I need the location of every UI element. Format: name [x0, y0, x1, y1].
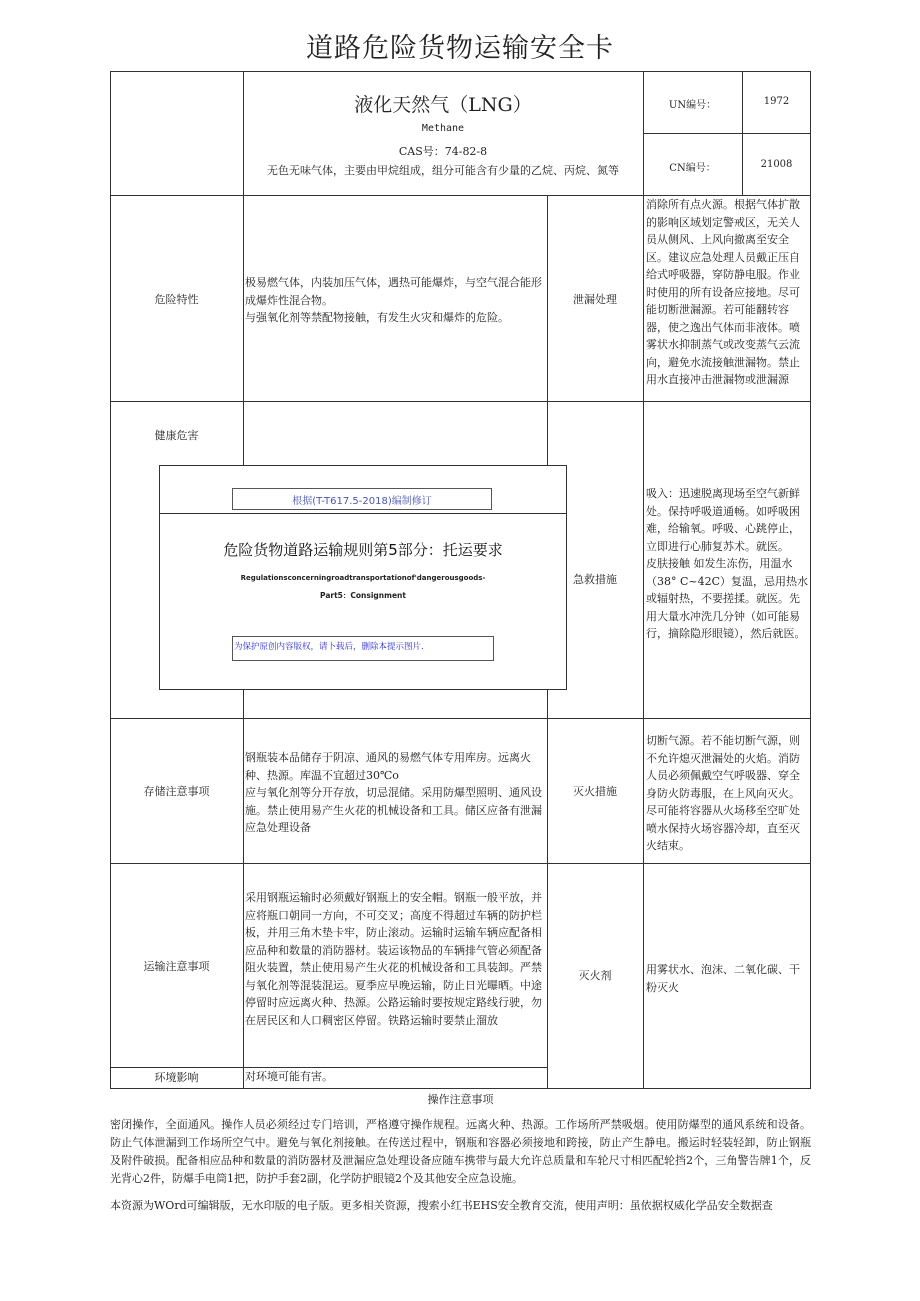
cn-value: 21008: [760, 159, 793, 170]
un-value: 1972: [763, 96, 790, 107]
operation-text: 密闭操作，全面通风。操作人员必须经过专门培训，严格遵守操作规程。远离火种、热源。工作场所严禁吸烟。使用防爆型的通风系统和设备。防止气体泄漏到工作场所空气中。避免与氧化剂接触。在传送过程中，钢瓶和容器必须接地和跨接，防止产生静电。搬运时轻装轻卸，防止钢瓶及附件破损。配备相应品种和数量的消防器材及泄漏应急处理设备应随车携带与最大允许总质量和车轮尺寸相匹配轮挡2个，三角警告牌1个，反光背心2件，防爆手电筒1把，防护手套2副，化学防护眼镜2个及其他安全应急设施。: [110, 1118, 811, 1185]
un-label: UN编号：: [668, 100, 717, 111]
firstaid-label: 急救措施: [573, 573, 617, 586]
source-standard-text: 根据(T-T617.5-2018)编制修订: [292, 496, 432, 507]
delete-notice-text: 为保护原创内容版权，请卜载后，删除本提示图片.: [234, 642, 424, 652]
fire-text: 切断气源。若不能切断气源，则不允许熄灭泄漏处的火焰。消防人员必须佩戴空气呼吸器、穿全身防火防毒服，在上风向灭火。尽可能将容器从火场移至空旷处喷水保持火场容器冷却，直至灭火结束。: [646, 734, 800, 852]
cn-label: CN编号：: [669, 163, 716, 174]
firstaid-text: 吸入：迅速脱离现场至空气新鲜处。保持呼吸道通畅。如呼吸困难，给输氧。呼吸、心跳停止，立即进行心肺复苏术。就医。 皮肤接触 如发生冻伤，用温水（38° C~42C）复温，忌用热水或辐射热，不要搓揉。就医。先用大量水冲洗几分钟（如可能易行，摘除隐形眼镜），然后就医。: [646, 487, 809, 640]
storage-text: 钢瓶装本品储存于阴凉、通风的易燃气体专用库房。远离火种、热源。库温不宜超过30℃o 应与氧化剂等分开存放，切忌混储。采用防爆型照明、通风设施。禁止使用易产生火花的机械设备和工具。储区应备有泄漏应急处理设备: [245, 751, 542, 834]
regulation-english-line1: Regulationsconcerningroadtransportationof'dangerousgoods-: [240, 574, 486, 582]
regulation-title: 危险货物道路运输规则第5部分：托运要求: [223, 541, 503, 559]
regulation-english-line2: Part5：Consignment: [320, 591, 406, 600]
chemical-description: 无色无味气体，主要由甲烷组成，组分可能含有少量的乙烷、丙烷、氮等: [267, 164, 619, 177]
leak-label: 泄漏处理: [573, 293, 617, 306]
chemical-name: 液化天然气（LNG）: [354, 94, 532, 116]
agent-label: 灭火剂: [578, 969, 612, 982]
leak-text: 消除所有点火源。根据气体扩散的影响区域划定警戒区，无关人员从侧风、上风向撤离至安全区。建议应急处理人员戴正压自给式呼吸器，穿防静电服。作业时使用的所有设备应接地。尽可能切断泄漏源。若可能翻转容器，使之逸出气体而非液体。喷雾状水抑制蒸气或改变蒸气云流向，避免水流接触泄漏物。禁止用水直接冲击泄漏物或泄漏源: [646, 198, 800, 386]
copyright-notice-overlay: [159, 465, 567, 690]
agent-text: 用雾状水、泡沫、二氧化碳、干粉灭火: [646, 963, 800, 994]
storage-label: 存储注意事项: [143, 785, 210, 798]
english-name: Methane: [421, 123, 465, 134]
health-label: 健康危害: [154, 429, 199, 442]
document-title: 道路危险货物运输安全卡: [306, 33, 614, 64]
operation-heading: 操作注意事项: [427, 1093, 494, 1106]
transport-label: 运输注意事项: [143, 960, 210, 973]
transport-text: 采用钢瓶运输时必须戴好钢瓶上的安全帽。钢瓶一般平放，并应将瓶口朝同一方向，不可交叉；高度不得超过车辆的防护栏板，并用三角木垫卡牢，防止滚动。运输时运输车辆应配备相应品种和数量的消防器材。装运该物品的车辆排气管必须配备阻火装置，禁止使用易产生火花的机械设备和工具装卸。严禁与氧化剂等混装混运。夏季应早晚运输，防止日光曝晒。中途停留时应远离火种、热源。公路运输时要按规定路线行驶，勿在居民区和人口稠密区停留。铁路运输时要禁止溜放: [245, 891, 542, 1027]
fire-label: 灭火措施: [573, 785, 617, 798]
environment-text: 对环境可能有害。: [245, 1070, 333, 1083]
environment-label: 环境影响: [154, 1071, 199, 1084]
hazard-label: 危险特性: [154, 293, 199, 306]
cas-number: CAS号：74-82-8: [398, 145, 488, 158]
hazard-text: 极易燃气体，内装加压气体，遇热可能爆炸，与空气混合能形成爆炸性混合物。 与强氧化剂等禁配物接触，有发生火灾和爆炸的危险。: [245, 276, 542, 324]
footer-note: 本资源为WOrd可编辑版，无水印版的电子版。更多相关资源，搜索小红书EHS安全教育交流，使用声明：虽依据权威化学品安全数据查: [110, 1199, 773, 1212]
